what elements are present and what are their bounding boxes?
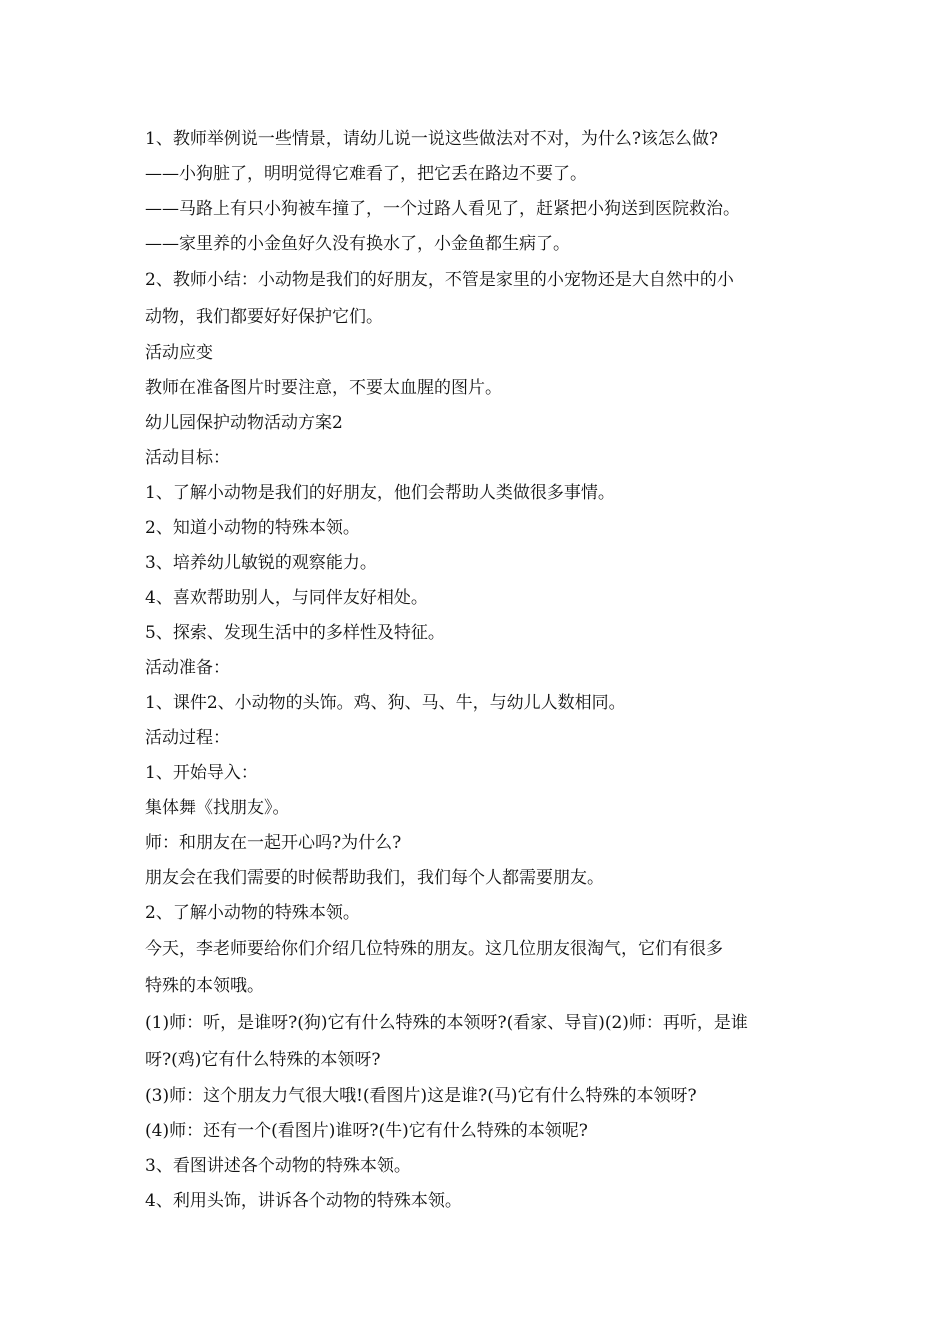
- list-item: 4、喜欢帮助别人，与同伴友好相处。: [145, 588, 428, 608]
- list-item: 2、了解小动物的特殊本领。: [145, 903, 360, 923]
- text-line: ——马路上有只小狗被车撞了，一个过路人看见了，赶紧把小狗送到医院救治。: [145, 199, 740, 219]
- text-line: 呀?(鸡)它有什么特殊的本领呀?: [145, 1050, 381, 1070]
- section-heading: 活动应变: [145, 343, 213, 363]
- text-line: 1、教师举例说一些情景，请幼儿说一说这些做法对不对，为什么?该怎么做?: [145, 129, 719, 149]
- list-item: 3、培养幼儿敏锐的观察能力。: [145, 553, 377, 573]
- text-line: ——小狗脏了，明明觉得它难看了，把它丢在路边不要了。: [145, 164, 587, 184]
- text-line: (1)师：听，是谁呀?(狗)它有什么特殊的本领呀?(看家、导盲)(2)师：再听，是谁: [145, 1013, 748, 1033]
- text-line: 教师在准备图片时要注意，不要太血腥的图片。: [145, 378, 502, 398]
- text-line: 今天，李老师要给你们介绍几位特殊的朋友。这几位朋友很淘气，它们有很多: [145, 939, 723, 959]
- list-item: 4、利用头饰，讲诉各个动物的特殊本领。: [145, 1191, 462, 1211]
- text-line: (3)师：这个朋友力气很大哦!(看图片)这是谁?(马)它有什么特殊的本领呀?: [145, 1086, 697, 1106]
- text-line: 朋友会在我们需要的时候帮助我们，我们每个人都需要朋友。: [145, 868, 604, 888]
- text-line: (4)师：还有一个(看图片)谁呀?(牛)它有什么特殊的本领呢?: [145, 1121, 588, 1141]
- text-line: 师：和朋友在一起开心吗?为什么?: [145, 833, 402, 853]
- text-line: 动物，我们都要好好保护它们。: [145, 307, 383, 327]
- section-heading: 活动目标：: [145, 448, 230, 468]
- list-item: 1、了解小动物是我们的好朋友，他们会帮助人类做很多事情。: [145, 483, 615, 503]
- section-heading: 活动准备：: [145, 658, 230, 678]
- document-title: 幼儿园保护动物活动方案2: [145, 413, 343, 433]
- list-item: 5、探索、发现生活中的多样性及特征。: [145, 623, 445, 643]
- list-item: 3、看图讲述各个动物的特殊本领。: [145, 1156, 411, 1176]
- text-line: 特殊的本领哦。: [145, 976, 264, 996]
- list-item: 1、开始导入：: [145, 763, 258, 783]
- section-heading: 活动过程：: [145, 728, 230, 748]
- list-item: 1、课件2、小动物的头饰。鸡、狗、马、牛，与幼儿人数相同。: [145, 693, 626, 713]
- list-item: 2、知道小动物的特殊本领。: [145, 518, 360, 538]
- text-line: 2、教师小结：小动物是我们的好朋友，不管是家里的小宠物还是大自然中的小: [145, 270, 734, 290]
- document-body: [145, 122, 810, 1219]
- text-line: 集体舞《找朋友》。: [145, 798, 290, 818]
- text-line: ——家里养的小金鱼好久没有换水了，小金鱼都生病了。: [145, 234, 570, 254]
